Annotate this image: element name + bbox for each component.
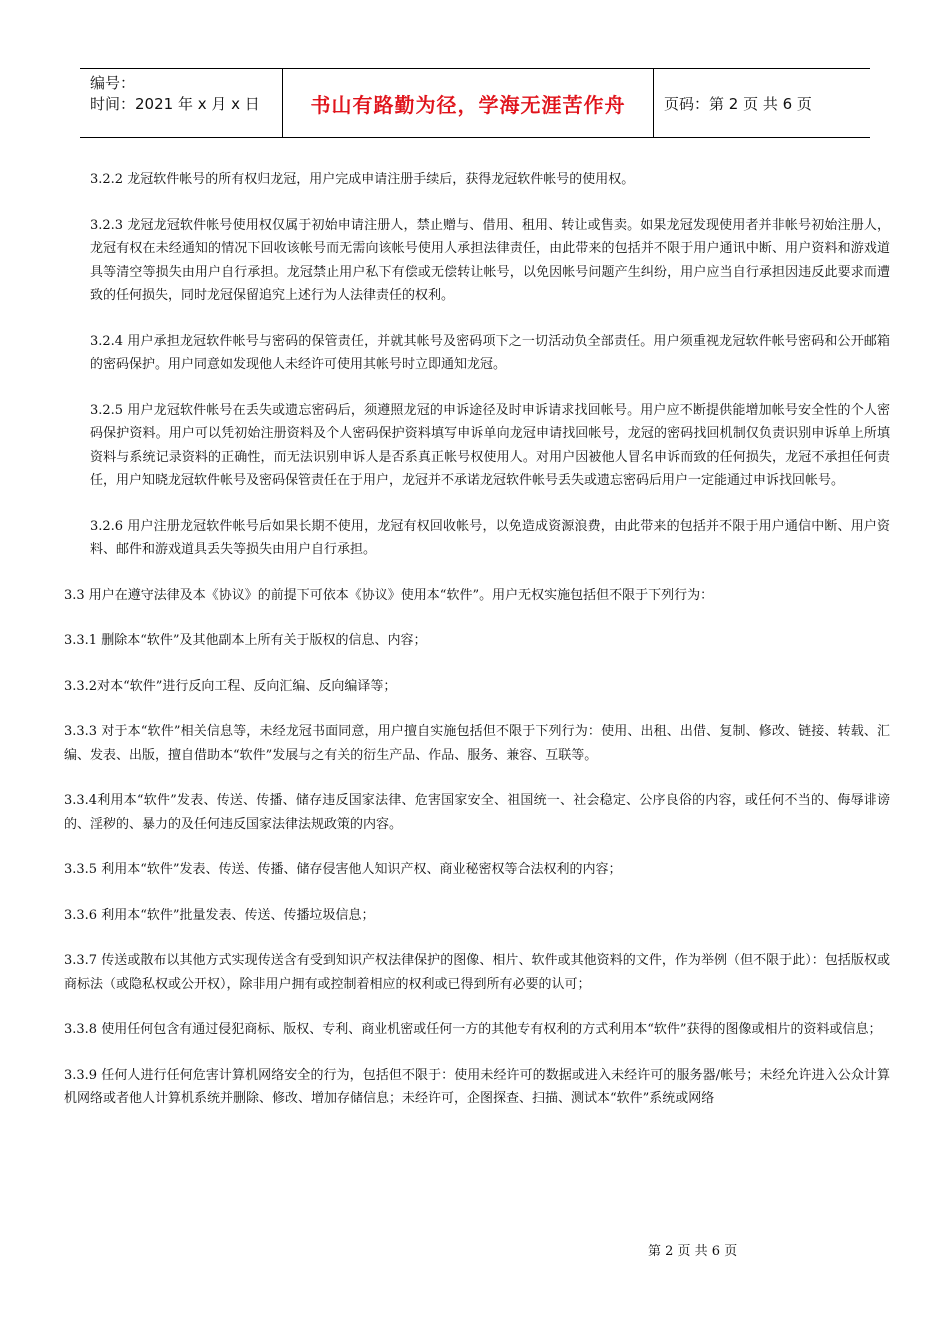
- paragraph-3-3-3: 3.3.3 对于本“软件”相关信息等，未经龙冠书面同意，用户擅自实施包括但不限于下列行为：使用、出租、出借、复制、修改、链接、转载、汇编、发表、出版，擅自借助本“软件”发展与之有关的衍生产品、作品、服务、兼容、互联等。: [64, 724, 890, 763]
- header-motto-cell: [283, 69, 654, 137]
- paragraph-3-2-3: 3.2.3 龙冠龙冠软件帐号使用权仅属于初始申请注册人，禁止赠与、借用、租用、转让或售卖。如果龙冠发现使用者并非帐号初始注册人，龙冠有权在未经通知的情况下回收该帐号而无需向该帐号使用人承担法律责任，由此带来的包括并不限于用户通讯中断、用户资料和游戏道具等清空等损失由用户自行承担。龙冠禁止用户私下有偿或无偿转让帐号，以免因帐号问题产生纠纷，用户应当自行承担因违反此要求而遭致的任何损失，同时龙冠保留追究上述行为人法律责任的权利。: [90, 217, 890, 303]
- paragraph-3-2-5: 3.2.5 用户龙冠软件帐号在丢失或遗忘密码后，须遵照龙冠的申诉途径及时申诉请求找回帐号。用户应不断提供能增加帐号安全性的个人密码保护资料。用户可以凭初始注册资料及个人密码保护资料填写申诉单向龙冠申请找回帐号，龙冠的密码找回机制仅负责识别申诉单上所填资料与系统记录资料的正确性，而无法识别申诉人是否系真正帐号权使用人。对用户因被他人冒名申诉而致的任何损失，龙冠不承担任何责任，用户知晓龙冠软件帐号及密码保管责任在于用户，龙冠并不承诺龙冠软件帐号丢失或遗忘密码后用户一定能通过申诉找回帐号。: [90, 402, 890, 488]
- document-date: 时间：2021 年 x 月 x 日: [90, 95, 260, 113]
- paragraph-3-3-6: 3.3.6 利用本“软件”批量发表、传送、传播垃圾信息；: [64, 907, 375, 923]
- paragraph-3-2-6: 3.2.6 用户注册龙冠软件帐号后如果长期不使用，龙冠有权回收帐号，以免造成资源浪费，由此带来的包括并不限于用户通信中断、用户资料、邮件和游戏道具丢失等损失由用户自行承担。: [90, 518, 890, 557]
- paragraph-3-3-1: 3.3.1 删除本“软件”及其他副本上所有关于版权的信息、内容；: [64, 633, 427, 648]
- paragraph-3-3-5: 3.3.5 利用本“软件”发表、传送、传播、储存侵害他人知识产权、商业秘密权等合法权利的内容；: [64, 862, 622, 877]
- page-header: [80, 68, 870, 138]
- header-meta: [80, 69, 283, 137]
- paragraph-3-3: 3.3 用户在遵守法律及本《协议》的前提下可依本《协议》使用本“软件”。用户无权实施包括但不限于下列行为：: [64, 587, 714, 603]
- paragraph-3-3-8: 3.3.8 使用任何包含有通过侵犯商标、版权、专利、商业机密或任何一方的其他专有权利的方式利用本“软件”获得的图像或相片的资料或信息；: [64, 1022, 882, 1037]
- header-motto: 书山有路勤为径，学海无涯苦作舟: [310, 92, 626, 117]
- paragraph-3-3-4: 3.3.4利用本“软件”发表、传送、传播、储存违反国家法律、危害国家安全、祖国统一、社会稳定、公序良俗的内容，或任何不当的、侮辱诽谤的、淫秽的、暴力的及任何违反国家法律法规政策的内容。: [64, 793, 890, 832]
- paragraph-3-3-7: 3.3.7 传送或散布以其他方式实现传送含有受到知识产权法律保护的图像、相片、软件或其他资料的文件，作为举例（但不限于此）：包括版权或商标法（或隐私权或公开权），除非用户拥有或控制着相应的权利或已得到所有必要的认可；: [64, 953, 890, 992]
- paragraph-3-3-9: 3.3.9 任何人进行任何危害计算机网络安全的行为，包括但不限于：使用未经许可的数据或进入未经许可的服务器/帐号；未经允许进入公众计算机网络或者他人计算机系统并删除、修改、增加存储信息；未经许可，企图探查、扫描、测试本“软件”系统或网络: [64, 1067, 890, 1106]
- paragraph-3-2-4: 3.2.4 用户承担龙冠软件帐号与密码的保管责任，并就其帐号及密码项下之一切活动负全部责任。用户须重视龙冠软件帐号密码和公开邮箱的密码保护。用户同意如发现他人未经许可使用其帐号时立即通知龙冠。: [90, 333, 890, 372]
- page-footer: 第 2 页 共 6 页: [648, 1244, 738, 1259]
- document-number: 编号：: [90, 74, 136, 92]
- paragraph-3-3-2: 3.3.2对本“软件”进行反向工程、反向汇编、反向编译等；: [64, 678, 397, 694]
- header-page-number: 页码：第 2 页 共 6 页: [664, 94, 812, 113]
- document-body: [64, 168, 890, 1133]
- paragraph-3-2-2: 3.2.2 龙冠软件帐号的所有权归龙冠，用户完成申请注册手续后，获得龙冠软件帐号的使用权。: [90, 172, 635, 187]
